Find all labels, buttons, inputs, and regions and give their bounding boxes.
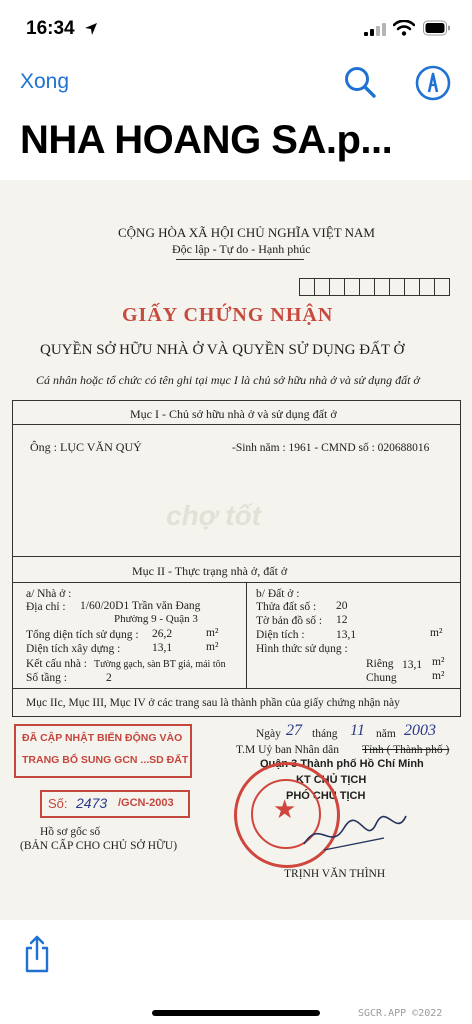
issuer-struck: Tỉnh ( Thành phố ) — [362, 744, 450, 756]
land-heading: b/ Đất ở : — [256, 588, 300, 600]
done-button[interactable]: Xong — [20, 70, 70, 93]
date-month: 11 — [350, 722, 365, 739]
bottom-toolbar — [0, 920, 472, 1024]
document-title: NHA HOANG SA.p... — [20, 118, 393, 162]
map-sheet-label: Tờ bản đồ số : — [256, 615, 323, 627]
shared-unit: m² — [432, 670, 445, 682]
serial-number-boxes — [300, 278, 450, 296]
location-arrow-icon — [84, 22, 98, 36]
wifi-icon — [393, 20, 415, 36]
update-stamp: ĐÃ CẬP NHẬT BIẾN ĐỘNG VÀO TRANG BỔ SUNG GCN ...SD ĐẤT — [14, 724, 192, 778]
total-area-unit: m² — [206, 627, 219, 639]
section-2-header: Mục II - Thực trạng nhà ở, đất ở — [132, 564, 288, 578]
kt-chairman: KT CHỦ TỊCH — [296, 774, 367, 786]
parcel-label: Thửa đất số : — [256, 601, 317, 613]
section-1-header: Mục I - Chủ sở hữu nhà ở và sử dụng đất ở — [130, 407, 337, 421]
share-icon[interactable] — [22, 934, 52, 974]
signer-name: TRỊNH VĂN THÌNH — [284, 868, 386, 880]
origin-label: Hồ sơ gốc số — [40, 826, 101, 838]
republic-heading: CỘNG HÒA XÃ HỘI CHỦ NGHĨA VIỆT NAM — [118, 225, 375, 240]
document-page[interactable]: CỘNG HÒA XÃ HỘI CHỦ NGHĨA VIỆT NAM Độc lập - Tự do - Hạnh phúc GIẤY CHỨNG NHẬN QUYỀN SỞ HỮU NHÀ Ở VÀ QUYỀN SỬ DỤNG ĐẤT Ở Cá nhân hoặc tổ chức có tên ghi tại mục I là chủ sở hữu nhà ở và sử dụng đất ở Mục I - Chủ sở hữu nhà ở và sử dụng đất ở Ông : LỤC VĂN QUÝ -Sinh năm : 1961 - CMND số : 020688016 chợ tốt Mục II - Thực trạng nhà ở, đất ở a/ Nhà ở : Địa chỉ : 1/60/20D1 Trần văn Đang Phường 9 - Quận 3 Tổng diện tích sử dụng : 26,2 m² Diện tích xây dựng : 13,1 m² Kết cấu nhà : Tường gạch, sàn BT giả, mái tôn Số tầng : 2 b/ Đất ở : Thửa đất số : 20 Tờ bản đồ số : 12 Diện tích : 13,1 m² Hình thức sử dụng : Riêng 13,1 m² Chung m² Mục IIc, Mục III, Mục IV ở các trang sau là thành phần của giấy chứng nhận này ĐÃ CẬP NHẬT BIẾN ĐỘNG VÀO TRANG BỔ SUNG GCN ...SD ĐẤT Số: 2473 /GCN-2003 Hồ sơ gốc số (BẢN CẤP CHO CHỦ SỞ HỮU) Ngày 27 tháng 11 năm 2003 T.M Uỷ ban Nhân dân Tỉnh ( Thành phố ) Quận 3 Thành phố Hồ Chí Minh KT CHỦ TỊCH PHÓ CHỦ TỊCH ★ TRỊNH VĂN THÌNH — [0, 180, 472, 920]
owner-name: Ông : LỤC VĂN QUÝ — [30, 440, 142, 454]
issuer-line-1: T.M Uỷ ban Nhân dân — [236, 744, 339, 756]
certificate-subtitle: QUYỀN SỞ HỮU NHÀ Ở VÀ QUYỀN SỬ DỤNG ĐẤT Ở — [40, 342, 405, 358]
motto-underline — [176, 259, 304, 260]
map-sheet-value: 12 — [336, 614, 348, 626]
structure-label: Kết cấu nhà : — [26, 658, 87, 670]
land-area-unit: m² — [430, 627, 443, 639]
total-area-label: Tổng diện tích sử dụng : — [26, 629, 139, 641]
shared-label: Chung — [366, 672, 397, 684]
floors-value: 2 — [106, 672, 112, 684]
built-area-value: 13,1 — [152, 642, 173, 654]
nav-bar — [0, 56, 472, 112]
chotot-watermark: chợ tốt — [166, 500, 262, 531]
app-watermark: SGCR.APP ©2022 — [358, 1008, 443, 1019]
land-area-value: 13,1 — [336, 629, 357, 641]
land-area-label: Diện tích : — [256, 629, 305, 641]
address-line-1: 1/60/20D1 Trần văn Đang — [80, 600, 201, 612]
home-indicator[interactable] — [152, 1010, 320, 1016]
battery-icon — [423, 20, 451, 36]
parcel-value: 20 — [336, 600, 348, 612]
seal-star-icon: ★ — [273, 795, 297, 825]
private-value: 13,1 — [402, 659, 423, 671]
certificate-number: 2473 — [76, 795, 108, 811]
certificate-intro: Cá nhân hoặc tổ chức có tên ghi tại mục I là chủ sở hữu nhà ở và sử dụng đất ở — [36, 373, 420, 387]
owner-info: -Sinh năm : 1961 - CMND số : 020688016 — [232, 442, 430, 454]
built-area-unit: m² — [206, 641, 219, 653]
private-label: Riêng — [366, 658, 394, 670]
built-area-label: Diện tích xây dựng : — [26, 643, 121, 655]
markup-pen-icon[interactable] — [414, 64, 452, 102]
appendix-note: Mục IIc, Mục III, Mục IV ở các trang sau là thành phần của giấy chứng nhận này — [26, 697, 400, 709]
search-icon[interactable] — [342, 64, 378, 100]
status-time: 16:34 — [26, 18, 75, 39]
certificate-number-stamp: Số: 2473 /GCN-2003 — [40, 790, 190, 818]
status-bar — [0, 0, 472, 56]
address-label: Địa chỉ : — [26, 601, 66, 613]
copy-note: (BẢN CẤP CHO CHỦ SỞ HỮU) — [20, 840, 178, 852]
structure-value: Tường gạch, sàn BT giả, mái tôn — [94, 659, 226, 670]
total-area-value: 26,2 — [152, 628, 173, 640]
vice-chairman: PHÓ CHỦ TỊCH — [286, 790, 366, 802]
address-line-2: Phường 9 - Quận 3 — [114, 613, 198, 625]
floors-label: Số tầng : — [26, 672, 67, 684]
date-year: 2003 — [404, 722, 436, 739]
issuer-line-2: Quận 3 Thành phố Hồ Chí Minh — [260, 758, 424, 770]
date-day: 27 — [286, 722, 302, 739]
house-heading: a/ Nhà ở : — [26, 588, 72, 600]
signature — [300, 808, 410, 858]
private-unit: m² — [432, 656, 445, 668]
cellular-signal-icon — [364, 22, 386, 36]
usage-label: Hình thức sử dụng : — [256, 643, 348, 655]
certificate-title: GIẤY CHỨNG NHẬN — [122, 304, 334, 326]
motto: Độc lập - Tự do - Hạnh phúc — [172, 242, 311, 256]
